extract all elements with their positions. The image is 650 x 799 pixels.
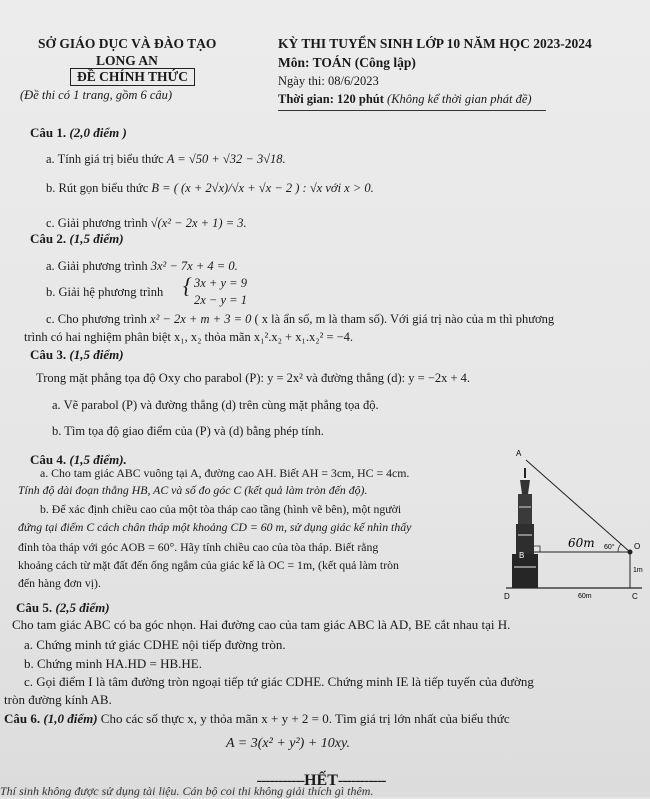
q2b-eq2: 2x − y = 1 [194, 293, 247, 307]
exam-title: KỲ THI TUYỂN SINH LỚP 10 NĂM HỌC 2023-2024 [278, 36, 592, 51]
q6-line [4, 711, 510, 727]
q2a-expr: 3x² − 7x + 4 = 0. [150, 259, 238, 273]
tower-silhouette [512, 468, 538, 588]
q5-title: Câu 5. [16, 600, 53, 615]
q1c [46, 216, 247, 231]
label-b: B [519, 551, 525, 560]
label-1m: 1m [633, 567, 643, 574]
label-60m-base: 60m [578, 593, 592, 600]
q3a: a. Vẽ parabol (P) và đường thẳng (d) trên cùng mặt phẳng tọa độ. [52, 398, 379, 412]
q1a-text: a. Tính giá trị biểu thức [46, 152, 164, 166]
q4b-line3: đỉnh tòa tháp với góc AOB = 60°. Hãy tính chiều cao của tòa tháp. Biết rằng [18, 540, 379, 554]
time-label: Thời gian: 120 phút [278, 92, 384, 106]
q1-heading [30, 125, 127, 141]
q5c-line1: c. Gọi điểm I là tâm đường tròn ngoại tiếp tứ giác CDHE. Chứng minh IE là tiếp tuyến của đường [24, 674, 534, 689]
q1b-cond: với x > 0. [325, 181, 374, 195]
q1a [46, 152, 286, 167]
end-dashes-right: ----------- [337, 772, 386, 789]
q6-title: Câu 6. [4, 711, 41, 726]
q4-points: (1,5 điểm). [69, 452, 127, 467]
q3-intro: Trong mặt phẳng tọa độ Oxy cho parabol (P): y = 2x² và đường thẳng (d): y = −2x + 4. [36, 371, 471, 385]
label-o: O [634, 542, 641, 551]
footer-note: Thí sinh không được sử dụng tài liệu. Cán bộ coi thi không giải thích gì thêm. [0, 784, 374, 798]
q5-heading [16, 600, 110, 616]
q1-points: (2,0 điểm ) [69, 125, 127, 140]
q2-points: (1,5 điểm) [69, 231, 124, 246]
department-name: SỞ GIÁO DỤC VÀ ĐÀO TẠO [38, 36, 217, 51]
exam-date: Ngày thi: 08/6/2023 [278, 74, 379, 88]
q1b [46, 181, 374, 196]
q3-points: (1,5 điểm) [69, 347, 124, 362]
q4a-line1: a. Cho tam giác ABC vuông tại A, đường cao AH. Biết AH = 3cm, HC = 4cm. [40, 466, 410, 480]
system-brace: { [183, 273, 192, 298]
q4b-line5: đến hàng đơn vị). [18, 576, 101, 590]
q1b-expr: B = ( (x + 2√x)/√x + √x − 2 ) : √x [151, 181, 323, 195]
q2-heading [30, 231, 124, 247]
q2a [46, 259, 238, 274]
label-60-degrees: 60° [604, 544, 615, 551]
q4-title: Câu 4. [30, 452, 67, 467]
angle-arc-o [618, 544, 621, 552]
q5-intro: Cho tam giác ABC có ba góc nhọn. Hai đường cao của tam giác ABC là AD, BE cắt nhau tại H. [12, 617, 511, 632]
province-name: LONG AN [96, 53, 158, 68]
q5a: a. Chứng minh tứ giác CDHE nội tiếp đường tròn. [24, 637, 286, 652]
q5c-line2: tròn đường kính AB. [4, 692, 112, 707]
q5-points: (2,5 điểm) [55, 600, 110, 615]
q6-text: Cho các số thực x, y thỏa mãn x + y + 2 = 0. Tìm giá trị lớn nhất của biểu thức [100, 711, 510, 726]
q1c-expr: √(x² − 2x + 1) = 3. [150, 216, 247, 230]
subject: Môn: TOÁN (Công lập) [278, 55, 416, 70]
q6-expr: A = 3(x² + y²) + 10xy. [226, 736, 350, 751]
q6-points: (1,0 điểm) [43, 711, 98, 726]
q2c-text2: ( x là ẩn số, m là tham số). Với giá trị nào của m thì phương [254, 312, 555, 326]
time-note: (Không kể thời gian phát đề) [387, 92, 532, 106]
q2c-expr1: x² − 2x + m + 3 = 0 [150, 312, 252, 326]
end-text: HẾT [304, 772, 338, 789]
q5b: b. Chứng minh HA.HD = HB.HE. [24, 656, 202, 671]
q2a-text: a. Giải phương trình [46, 259, 148, 273]
right-angle-b [534, 546, 540, 552]
official-label: ĐỀ CHÍNH THỨC [70, 68, 195, 86]
end-dashes-left: ----------- [256, 772, 305, 789]
label-60m-handwritten: 60m [568, 536, 595, 550]
header-underline [278, 110, 546, 111]
q3b: b. Tìm tọa độ giao điểm của (P) và (d) bằng phép tính. [52, 424, 324, 438]
q4b-line1: b. Để xác định chiều cao của một tòa tháp cao tầng (hình vẽ bên), một người [40, 502, 402, 516]
q4b-line4: khoảng cách từ mặt đất đến ống ngắm của giác kế là OC = 1m, (kết quả làm tròn [18, 558, 399, 572]
pages-note: (Đề thi có 1 trang, gồm 6 câu) [20, 88, 173, 102]
q2b-eq1: 3x + y = 9 [194, 276, 247, 290]
exam-duration [278, 92, 532, 107]
q3-heading [30, 347, 124, 363]
q2c-text1: c. Cho phương trình [46, 312, 147, 326]
q1c-text: c. Giải phương trình [46, 216, 148, 230]
q1-title: Câu 1. [30, 125, 67, 140]
q2b-text: b. Giải hệ phương trình [46, 285, 164, 299]
label-a: A [516, 449, 522, 458]
label-d: D [504, 592, 510, 601]
tower-figure [498, 446, 646, 601]
q2-title: Câu 2. [30, 231, 67, 246]
q4a-line2: Tính độ dài đoạn thẳng HB, AC và số đo góc C (kết quả làm tròn đến độ). [18, 483, 368, 497]
q4b-line2: đứng tại điểm C cách chân tháp một khoảng CD = 60 m, sử dụng giác kế nhìn thấy [18, 520, 412, 534]
label-c: C [632, 592, 638, 601]
q2c-line1 [46, 312, 554, 327]
point-o [628, 550, 633, 555]
q2c-line2: trình có hai nghiệm phân biệt x₁, x₂ thỏa mãn x₁².x₂ + x₁.x₂² = −4. [24, 330, 354, 344]
q1a-expr: A = √50 + √32 − 3√18. [166, 152, 286, 166]
q3-title: Câu 3. [30, 347, 67, 362]
q1b-text: b. Rút gọn biểu thức [46, 181, 149, 195]
